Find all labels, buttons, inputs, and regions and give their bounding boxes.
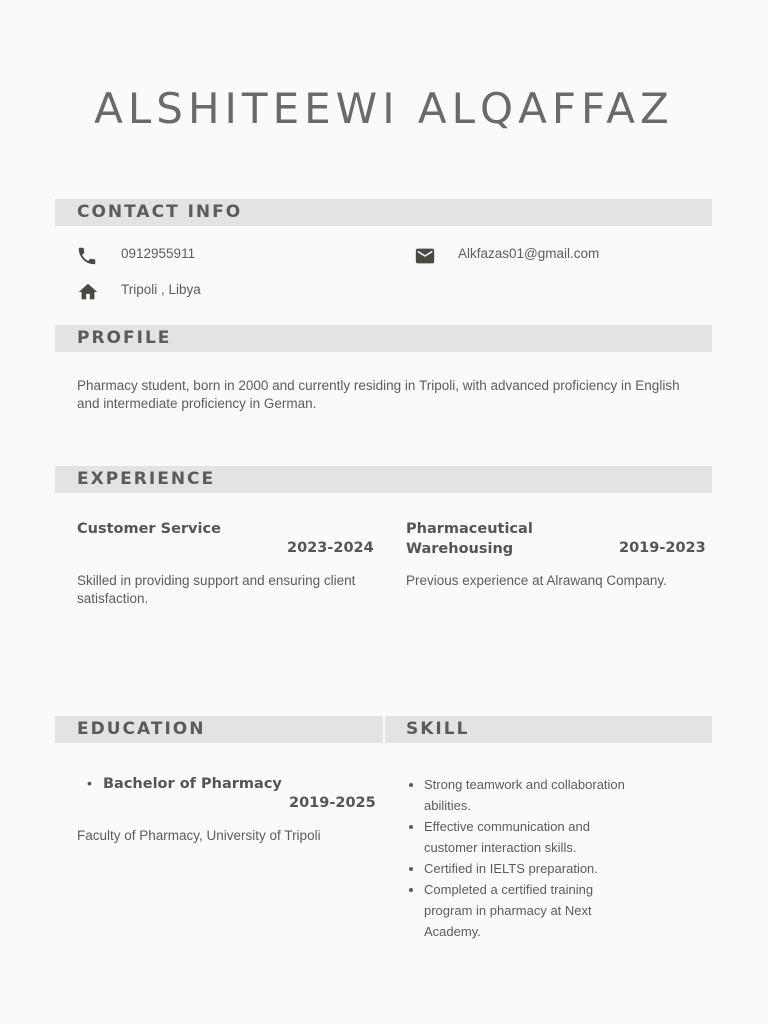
education-years: 2019-2025 bbox=[289, 795, 376, 811]
email-icon bbox=[414, 245, 436, 267]
education-section-title: EDUCATION bbox=[77, 719, 206, 739]
experience-2-title-line2: Warehousing bbox=[406, 541, 514, 557]
education-institution: Faculty of Pharmacy, University of Tripoli bbox=[77, 828, 321, 843]
experience-1-title: Customer Service bbox=[77, 521, 221, 537]
experience-1-description: Skilled in providing support and ensuring client satisfaction. bbox=[77, 573, 356, 606]
education-degree: Bachelor of Pharmacy bbox=[103, 776, 282, 792]
education-bullet: • bbox=[87, 775, 92, 791]
address: Tripoli , Libya bbox=[121, 282, 201, 297]
experience-2-description: Previous experience at Alrawanq Company. bbox=[406, 573, 667, 588]
experience-1-years: 2023-2024 bbox=[287, 540, 374, 556]
skill-item: • Effective communication and customer interaction skills. bbox=[424, 816, 629, 858]
skill-section-header bbox=[385, 716, 712, 743]
profile-section-title: PROFILE bbox=[77, 328, 172, 348]
skills-list bbox=[406, 774, 629, 942]
skill-item: • Completed a certified training program in pharmacy at Next Academy. bbox=[424, 879, 629, 942]
profile-section-header bbox=[55, 325, 712, 352]
contact-section-header bbox=[55, 199, 712, 226]
skill-item: • Strong teamwork and collaboration abilities. bbox=[424, 774, 629, 816]
home-icon bbox=[77, 281, 99, 303]
phone-number: 0912955911 bbox=[121, 246, 196, 261]
experience-2-years: 2019-2023 bbox=[619, 540, 706, 556]
profile-text: Pharmacy student, born in 2000 and currently residing in Tripoli, with advanced proficiency in English and intermediate proficiency in German. bbox=[77, 378, 680, 411]
experience-section-header bbox=[55, 466, 712, 493]
contact-section-title: CONTACT INFO bbox=[77, 202, 243, 222]
skill-section-title: SKILL bbox=[406, 719, 470, 739]
experience-2-title-line1: Pharmaceutical bbox=[406, 521, 533, 537]
education-section-header bbox=[55, 716, 383, 743]
experience-section-title: EXPERIENCE bbox=[77, 469, 216, 489]
email-address: Alkfazas01@gmail.com bbox=[458, 246, 600, 261]
phone-icon bbox=[76, 245, 98, 267]
skill-item: • Certified in IELTS preparation. bbox=[424, 858, 629, 879]
resume-name: ALSHITEEWI ALQAFFAZ bbox=[94, 84, 674, 133]
